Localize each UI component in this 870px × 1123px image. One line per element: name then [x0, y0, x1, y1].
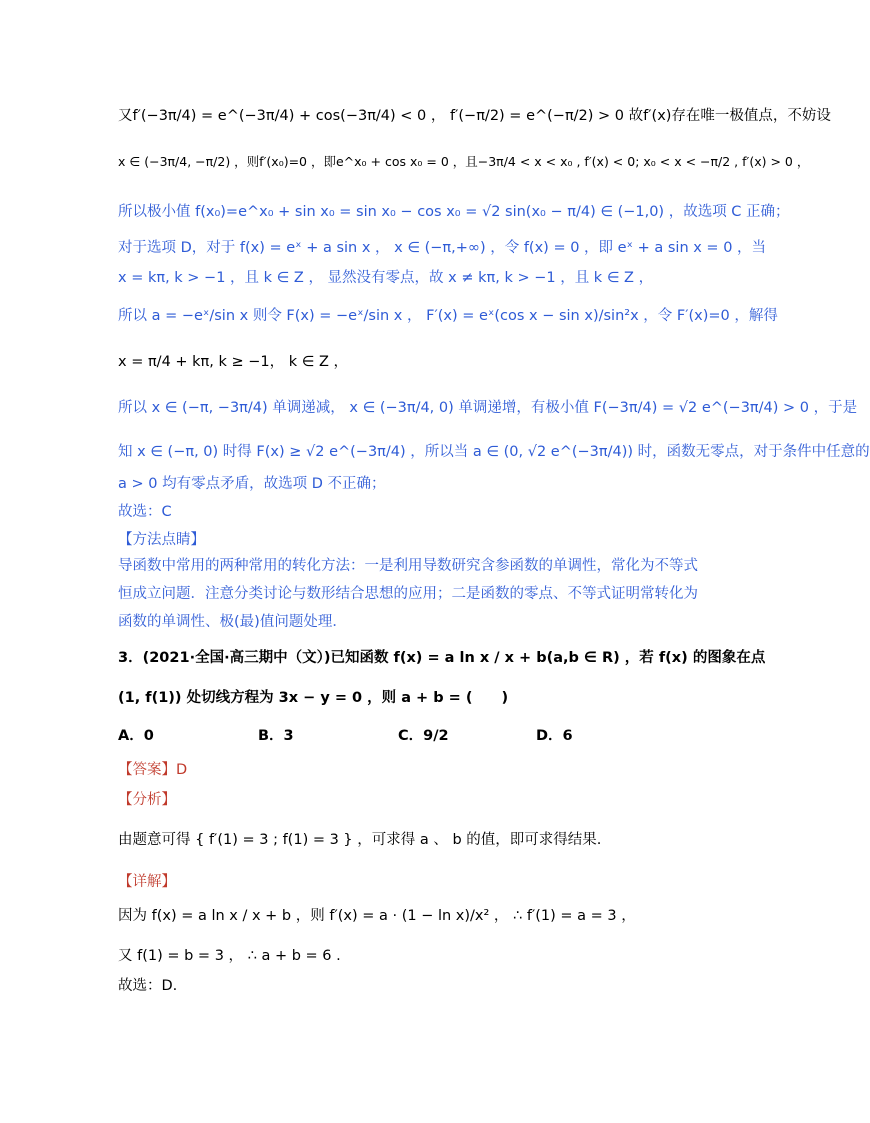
detail-line-2: 又 f(1) = b = 3 ， ∴ a + b = 6 .	[118, 948, 341, 964]
solution-line-6: 所以 a = −eˣ/sin x 则令 F(x) = −eˣ/sin x ， F′(x) = eˣ(cos x − sin x)/sin²x ，令 F′(x)=0 ，解得	[118, 308, 778, 324]
solution-line-8: 所以 x ∈ (−π, −3π/4) 单调递减， x ∈ (−3π/4, 0) 单调递增，有极小值 F(−3π/4) = √2 e^(−3π/4) > 0 ，于是	[118, 400, 858, 416]
method-line-1: 导函数中常用的两种常用的转化方法：一是利用导数研究含参函数的单调性，常化为不等式	[118, 558, 698, 574]
detail-label: 【详解】	[118, 874, 176, 890]
detail-line-3: 故选：D.	[118, 978, 178, 994]
solution-line-10: a > 0 均有零点矛盾，故选项 D 不正确；	[118, 476, 386, 492]
solution-line-7: x = π/4 + kπ, k ≥ −1， k ∈ Z ，	[118, 354, 349, 370]
analysis-text: 由题意可得 { f′(1) = 3 ; f(1) = 3 } ，可求得 a 、 b 的值，即可求得结果.	[118, 832, 602, 848]
question-3-stem-cont: (1, f(1)) 处切线方程为 3x − y = 0 ，则 a + b = ( )	[118, 690, 509, 706]
solution-line-5: x = kπ, k > −1 ，且 k ∈ Z ， 显然没有零点，故 x ≠ kπ, k > −1 ，且 k ∈ Z ，	[118, 270, 654, 286]
option-d: D．6	[536, 728, 573, 744]
solution-line-9: 知 x ∈ (−π, 0) 时得 F(x) ≥ √2 e^(−3π/4) ，所以当 a ∈ (0, √2 e^(−3π/4)) 时，函数无零点，对于条件中任意的	[118, 444, 870, 460]
solution-line-11: 故选：C	[118, 504, 172, 520]
method-line-2: 恒成立问题．注意分类讨论与数形结合思想的应用；二是函数的零点、不等式证明常转化为	[118, 586, 698, 602]
solution-line-4: 对于选项 D，对于 f(x) = eˣ + a sin x ， x ∈ (−π,+∞) ，令 f(x) = 0 ，即 eˣ + a sin x = 0 ，当	[118, 240, 767, 256]
question-3-stem: 3．(2021·全国·高三期中（文）)已知函数 f(x) = a ln x / x + b(a,b ∈ R) ，若 f(x) 的图象在点	[118, 650, 766, 666]
method-heading: 【方法点睛】	[118, 532, 205, 548]
option-a: A．0	[118, 728, 154, 744]
option-c: C．9/2	[398, 728, 449, 744]
solution-line-3: 所以极小值 f(x₀)=e^x₀ + sin x₀ = sin x₀ − cos x₀ = √2 sin(x₀ − π/4) ∈ (−1,0) ，故选项 C 正确；	[118, 204, 790, 220]
analysis-label: 【分析】	[118, 792, 176, 808]
solution-line-2: x ∈ (−3π/4, −π/2) ，则f′(x₀)=0 ，即e^x₀ + cos x₀ = 0 ，且−3π/4 < x < x₀ , f′(x) < 0; x₀ < x < −π/2 , f′(x) > 0 ，	[118, 154, 810, 169]
option-b: B．3	[258, 728, 294, 744]
detail-line-1: 因为 f(x) = a ln x / x + b ，则 f′(x) = a · (1 − ln x)/x² ， ∴ f′(1) = a = 3 ，	[118, 908, 636, 924]
answer-label: 【答案】D	[118, 762, 188, 778]
solution-line-1: 又f′(−3π/4) = e^(−3π/4) + cos(−3π/4) < 0 ， f′(−π/2) = e^(−π/2) > 0 故f′(x)存在唯一极值点，不妨设	[118, 108, 831, 124]
method-line-3: 函数的单调性、极(最)值问题处理．	[118, 614, 347, 630]
